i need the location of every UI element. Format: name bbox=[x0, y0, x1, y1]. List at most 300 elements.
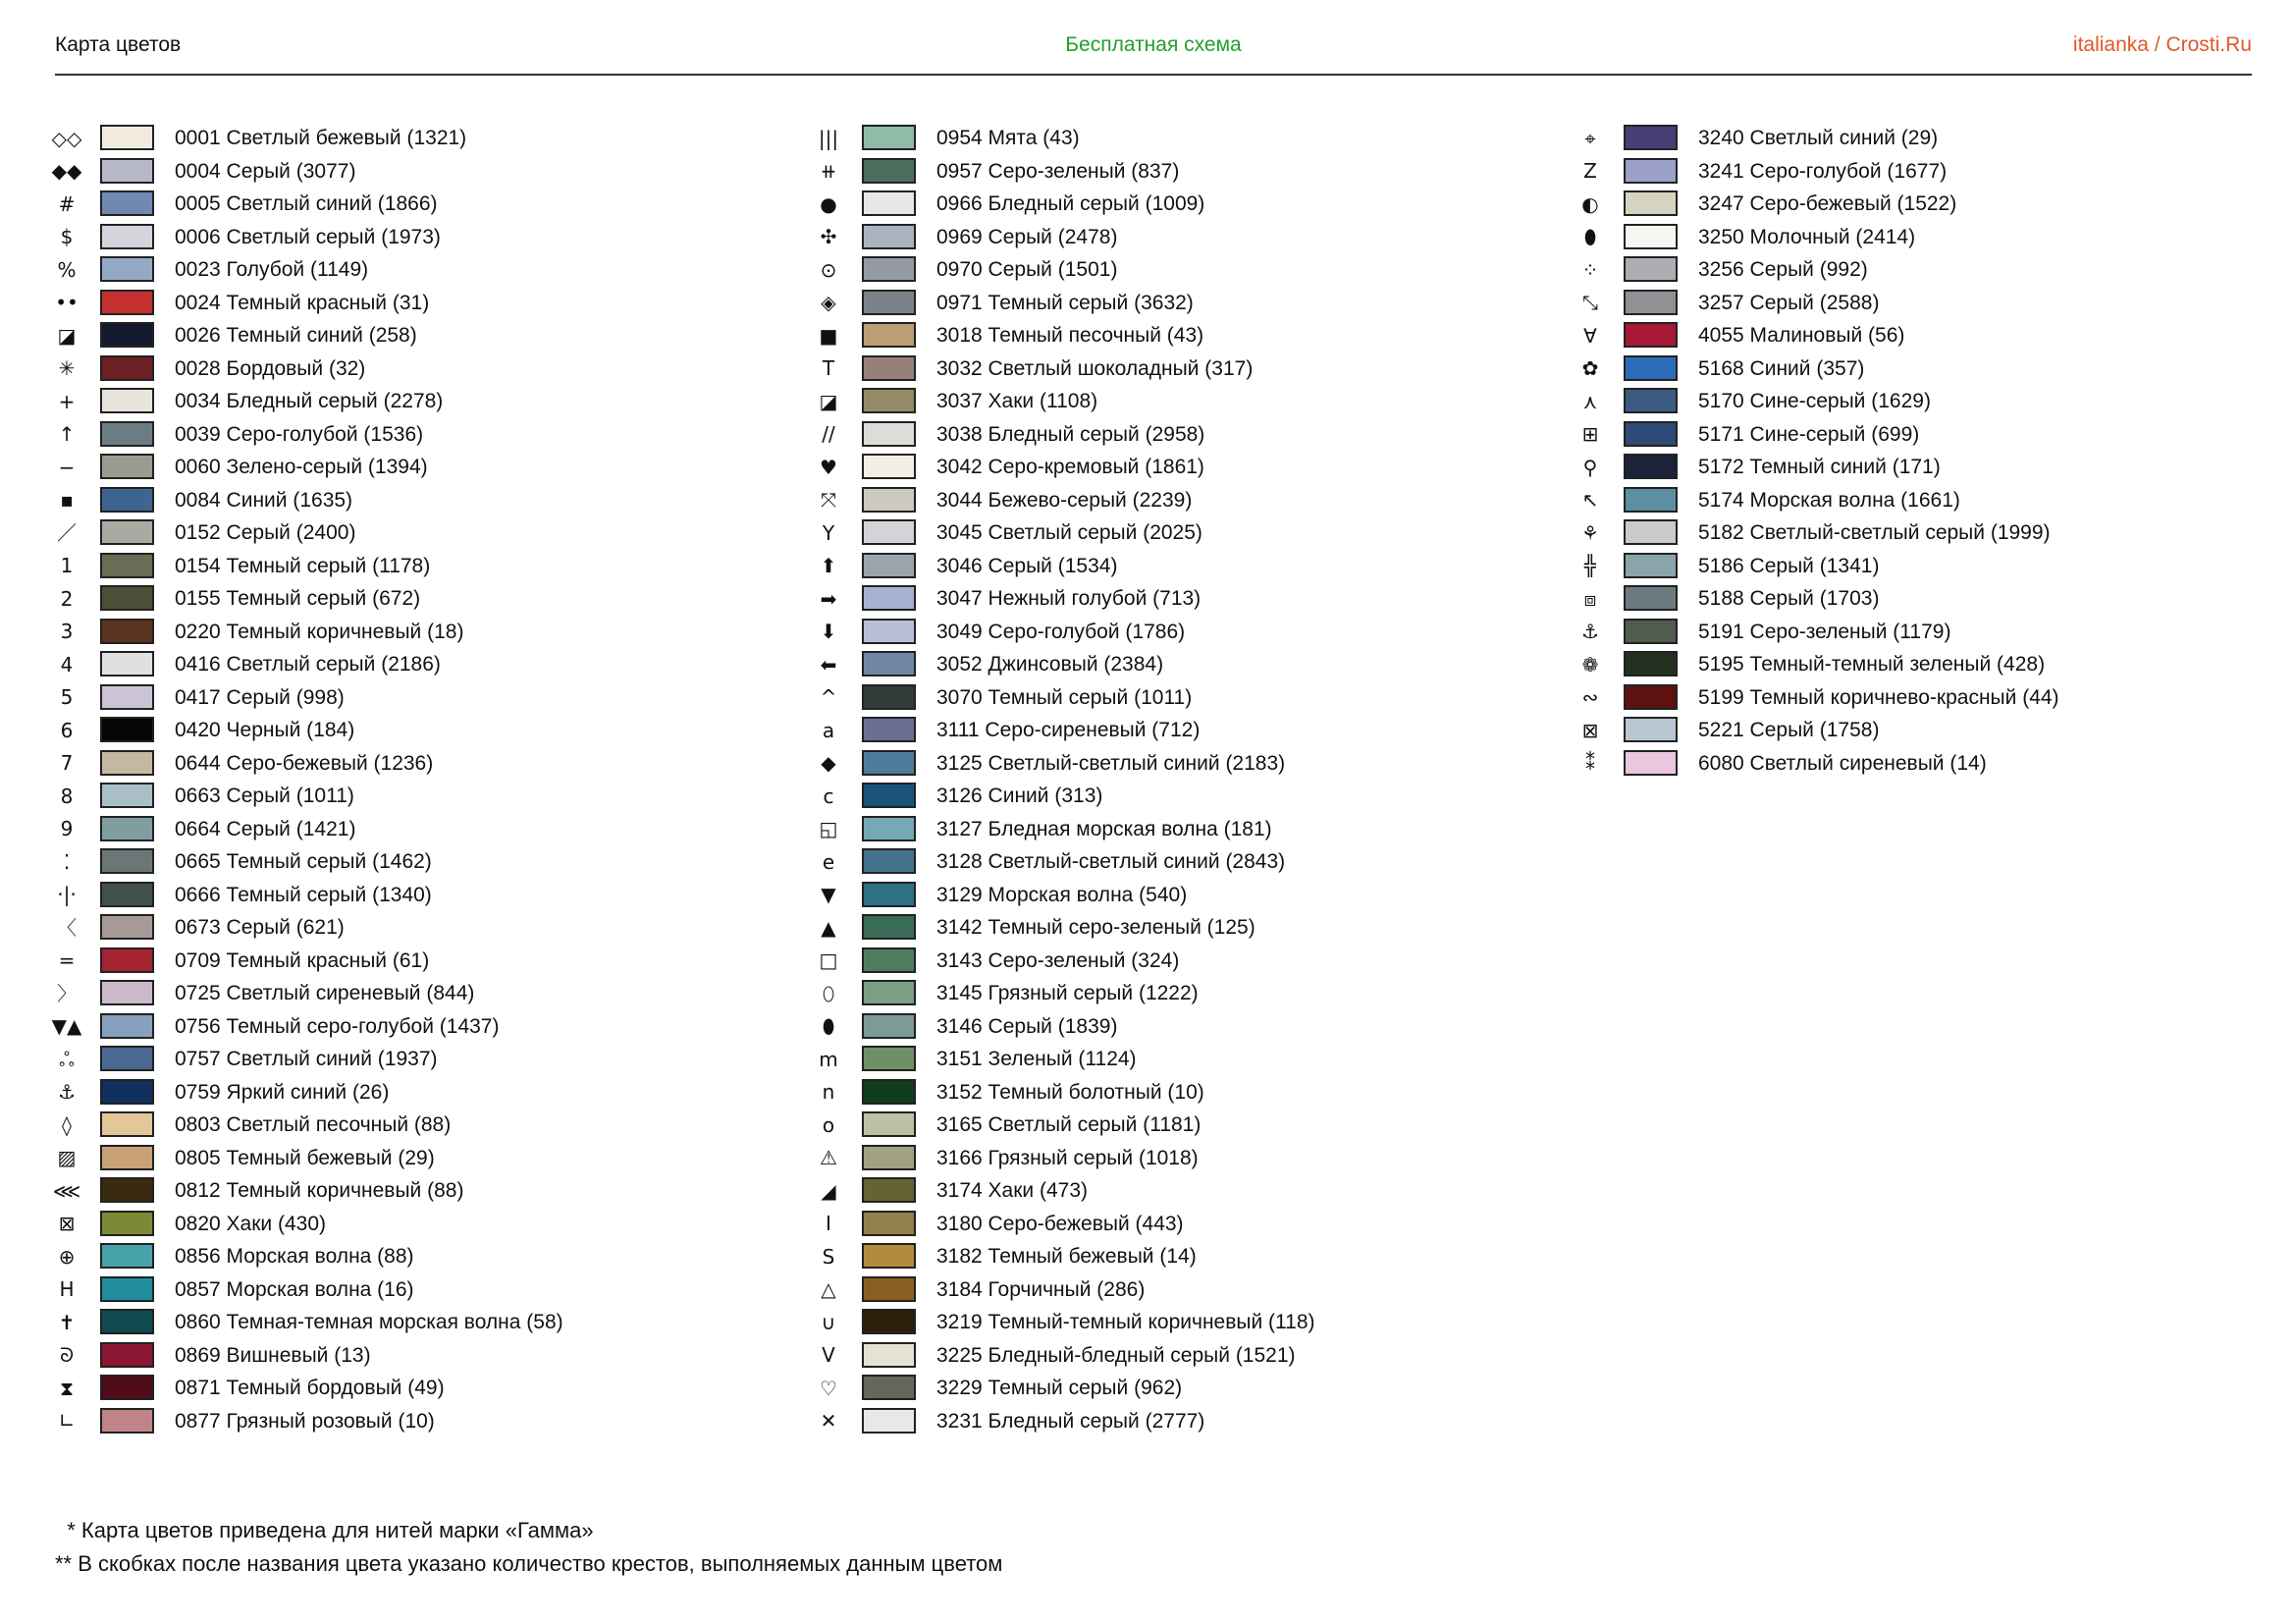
stitch-symbol-icon: = bbox=[58, 948, 76, 973]
color-swatch bbox=[862, 783, 916, 808]
stitch-symbol-icon: 9 bbox=[60, 817, 74, 841]
color-key-row bbox=[817, 122, 1080, 155]
color-swatch bbox=[100, 816, 154, 841]
color-label: 0023 Голубой (1149) bbox=[175, 258, 369, 281]
stitch-symbol-icon: m bbox=[819, 1047, 838, 1071]
color-key-row bbox=[817, 352, 1254, 386]
color-swatch bbox=[1624, 256, 1678, 282]
color-label: 3129 Морская волна (540) bbox=[936, 883, 1188, 906]
color-swatch bbox=[100, 717, 154, 742]
color-label: 3142 Темный серо-зеленый (125) bbox=[936, 916, 1255, 939]
color-label: 5186 Серый (1341) bbox=[1698, 554, 1880, 577]
color-key-row bbox=[817, 1076, 1204, 1109]
color-swatch bbox=[862, 421, 916, 447]
stitch-symbol-icon: ஃ bbox=[59, 1047, 75, 1071]
color-label: 5221 Серый (1758) bbox=[1698, 719, 1880, 741]
stitch-symbol-icon: ⚘ bbox=[1581, 520, 1599, 545]
color-key-row bbox=[55, 1372, 445, 1405]
color-key-row bbox=[55, 221, 441, 254]
color-key-row bbox=[817, 550, 1118, 583]
stitch-symbol-icon: ↖ bbox=[1581, 488, 1599, 513]
color-key-row bbox=[817, 221, 1118, 254]
color-label: 0664 Серый (1421) bbox=[175, 817, 356, 840]
color-key-row bbox=[817, 385, 1098, 418]
color-key-row bbox=[817, 1306, 1315, 1339]
color-swatch bbox=[1624, 125, 1678, 150]
color-key-row bbox=[817, 648, 1164, 681]
color-label: 0857 Морская волна (16) bbox=[175, 1277, 414, 1301]
color-swatch bbox=[100, 1342, 154, 1368]
stitch-symbol-icon: ↑ bbox=[58, 422, 76, 447]
stitch-symbol-icon: ▪ bbox=[60, 488, 74, 513]
color-label: 0220 Темный коричневый (18) bbox=[175, 620, 464, 643]
color-swatch bbox=[100, 1309, 154, 1334]
color-swatch bbox=[100, 619, 154, 644]
color-label: 3045 Светлый серый (2025) bbox=[936, 521, 1202, 544]
stitch-symbol-icon: ◢ bbox=[821, 1178, 836, 1203]
color-label: 3128 Светлый-светлый синий (2843) bbox=[936, 850, 1286, 873]
color-swatch bbox=[1624, 651, 1678, 676]
color-label: 0666 Темный серый (1340) bbox=[175, 883, 432, 906]
stitch-symbol-icon: ⧗ bbox=[59, 1376, 75, 1400]
color-label: 0154 Темный серый (1178) bbox=[175, 554, 431, 577]
stitch-symbol-icon: ^ bbox=[820, 685, 837, 710]
color-key-row bbox=[1578, 648, 2046, 681]
color-swatch bbox=[862, 980, 916, 1005]
color-swatch bbox=[100, 125, 154, 150]
color-key-row bbox=[1578, 747, 1987, 781]
color-swatch bbox=[862, 585, 916, 611]
color-key-row bbox=[52, 1174, 464, 1208]
color-label: 0812 Темный коричневый (88) bbox=[175, 1179, 464, 1202]
color-label: 3247 Серо-бежевый (1522) bbox=[1698, 192, 1957, 215]
color-key-row bbox=[817, 714, 1201, 747]
color-swatch bbox=[100, 158, 154, 184]
color-swatch bbox=[862, 684, 916, 710]
color-swatch bbox=[862, 947, 916, 973]
stitch-symbol-icon: 2 bbox=[60, 586, 74, 611]
stitch-symbol-icon: S bbox=[822, 1244, 835, 1269]
color-key-row bbox=[817, 1043, 1137, 1076]
stitch-symbol-icon: ⋏ bbox=[1582, 389, 1598, 413]
color-swatch bbox=[100, 322, 154, 348]
color-key-row bbox=[1578, 714, 1880, 747]
color-key-row bbox=[55, 516, 356, 550]
color-swatch bbox=[100, 684, 154, 710]
stitch-symbol-icon: ∾ bbox=[1581, 685, 1599, 710]
stitch-symbol-icon: 3 bbox=[60, 620, 74, 644]
stitch-symbol-icon: ◇◇ bbox=[51, 126, 82, 150]
color-label: 3174 Хаки (473) bbox=[936, 1179, 1089, 1202]
stitch-symbol-icon: ⧈ bbox=[1583, 586, 1597, 611]
color-label: 4055 Малиновый (56) bbox=[1698, 324, 1905, 347]
stitch-symbol-icon: // bbox=[822, 422, 835, 447]
stitch-symbol-icon: ⊠ bbox=[1581, 718, 1599, 742]
color-label: 5171 Сине-серый (699) bbox=[1698, 422, 1920, 446]
stitch-symbol-icon: 8 bbox=[60, 784, 74, 808]
color-swatch bbox=[100, 1375, 154, 1400]
color-label: 5182 Светлый-светлый серый (1999) bbox=[1698, 521, 2051, 544]
stitch-symbol-icon: ⌖ bbox=[1584, 126, 1596, 150]
color-label: 5188 Серый (1703) bbox=[1698, 587, 1880, 610]
color-label: 0024 Темный красный (31) bbox=[175, 291, 430, 314]
footnotes bbox=[55, 1514, 1002, 1581]
stitch-symbol-icon: 1 bbox=[60, 554, 74, 578]
color-swatch bbox=[1624, 290, 1678, 315]
color-key-row bbox=[55, 813, 356, 846]
color-swatch bbox=[862, 1276, 916, 1302]
color-swatch bbox=[862, 914, 916, 940]
color-key-row bbox=[55, 1240, 414, 1273]
color-swatch bbox=[100, 290, 154, 315]
color-swatch bbox=[862, 1408, 916, 1434]
color-label: 5172 Темный синий (171) bbox=[1698, 456, 1941, 478]
color-swatch bbox=[862, 848, 916, 874]
color-label: 3038 Бледный серый (2958) bbox=[936, 422, 1205, 446]
color-swatch bbox=[862, 1013, 916, 1039]
color-label: 0152 Серый (2400) bbox=[175, 521, 356, 544]
color-label: 0644 Серо-бежевый (1236) bbox=[175, 751, 434, 775]
stitch-symbol-icon: ⚲ bbox=[1582, 455, 1598, 479]
stitch-symbol-icon: ▲ bbox=[821, 915, 836, 940]
stitch-symbol-icon: ▼ bbox=[821, 883, 836, 907]
color-key-row bbox=[51, 122, 467, 155]
color-label: 3042 Серо-кремовый (1861) bbox=[936, 456, 1204, 478]
color-label: 3182 Темный бежевый (14) bbox=[936, 1245, 1197, 1268]
color-label: 0957 Серо-зеленый (837) bbox=[936, 159, 1180, 183]
color-key-row bbox=[817, 484, 1193, 517]
color-swatch bbox=[100, 585, 154, 611]
color-label: 3180 Серо-бежевый (443) bbox=[936, 1212, 1184, 1235]
color-key-row bbox=[55, 1273, 414, 1307]
color-swatch bbox=[1624, 717, 1678, 742]
stitch-symbol-icon: V bbox=[822, 1343, 835, 1368]
stitch-symbol-icon: o bbox=[822, 1112, 835, 1137]
header-author-link[interactable]: italianka / Crosti.Ru bbox=[2072, 33, 2252, 56]
color-key-row bbox=[55, 484, 353, 517]
stitch-symbol-icon: ⁘ bbox=[1581, 257, 1599, 282]
stitch-symbol-icon: ◐ bbox=[1581, 191, 1599, 216]
color-key-row bbox=[55, 1339, 371, 1373]
color-swatch bbox=[862, 190, 916, 216]
color-swatch bbox=[100, 1177, 154, 1203]
stitch-symbol-icon: ⬯ bbox=[822, 981, 835, 1005]
stitch-symbol-icon: ∪ bbox=[821, 1310, 836, 1334]
color-key-row bbox=[817, 516, 1202, 550]
color-key-row bbox=[817, 155, 1180, 189]
color-label: 0416 Светлый серый (2186) bbox=[175, 653, 441, 676]
stitch-symbol-icon: 5 bbox=[60, 685, 74, 710]
color-label: 3145 Грязный серый (1222) bbox=[936, 982, 1199, 1004]
color-label: 3047 Нежный голубой (713) bbox=[936, 587, 1201, 610]
stitch-symbol-icon: T bbox=[822, 356, 835, 381]
stitch-symbol-icon: % bbox=[57, 257, 77, 282]
color-swatch bbox=[862, 322, 916, 348]
stitch-symbol-icon: ▨ bbox=[57, 1146, 77, 1170]
color-key-row bbox=[1578, 155, 1948, 189]
color-swatch bbox=[862, 519, 916, 545]
color-label: 6080 Светлый сиреневый (14) bbox=[1698, 751, 1987, 775]
stitch-symbol-icon: H bbox=[59, 1277, 75, 1302]
color-label: 0725 Светлый сиреневый (844) bbox=[175, 982, 475, 1004]
color-key-row bbox=[1578, 287, 1880, 320]
color-key-row bbox=[55, 681, 345, 715]
stitch-symbol-icon: Y bbox=[822, 520, 835, 545]
color-label: 0417 Серый (998) bbox=[175, 685, 345, 709]
color-key-row bbox=[55, 945, 430, 978]
color-swatch bbox=[100, 1079, 154, 1105]
color-key-row bbox=[55, 780, 354, 813]
color-label: 0155 Темный серый (672) bbox=[175, 587, 421, 610]
color-swatch bbox=[1624, 684, 1678, 710]
color-key-row bbox=[55, 319, 417, 352]
color-swatch bbox=[1624, 519, 1678, 545]
color-key-row bbox=[55, 451, 428, 484]
color-swatch bbox=[100, 1243, 154, 1269]
stitch-symbol-icon: ◆◆ bbox=[51, 159, 82, 184]
color-label: 0026 Темный синий (258) bbox=[175, 324, 417, 347]
color-swatch bbox=[862, 619, 916, 644]
color-label: 3070 Темный серый (1011) bbox=[936, 685, 1193, 709]
color-key-row bbox=[1578, 582, 1880, 616]
color-key-row bbox=[1578, 550, 1880, 583]
color-swatch bbox=[1624, 190, 1678, 216]
color-swatch bbox=[862, 487, 916, 513]
color-key-row bbox=[55, 977, 475, 1010]
color-swatch bbox=[862, 1243, 916, 1269]
color-key-row bbox=[55, 287, 430, 320]
color-label: 0877 Грязный розовый (10) bbox=[175, 1409, 435, 1433]
color-label: 0039 Серо-голубой (1536) bbox=[175, 422, 424, 446]
color-swatch bbox=[1624, 388, 1678, 413]
stitch-symbol-icon: n bbox=[822, 1080, 835, 1105]
color-label: 3032 Светлый шоколадный (317) bbox=[936, 356, 1254, 380]
color-swatch bbox=[100, 651, 154, 676]
stitch-symbol-icon: ⤡ bbox=[1582, 291, 1598, 315]
color-label: 0759 Яркий синий (26) bbox=[175, 1080, 390, 1104]
color-key-row bbox=[817, 253, 1118, 287]
color-label: 3165 Светлый серый (1181) bbox=[936, 1113, 1201, 1136]
color-key-row bbox=[1578, 385, 1931, 418]
color-key-row bbox=[817, 287, 1194, 320]
color-swatch bbox=[862, 1342, 916, 1368]
color-key-row bbox=[817, 813, 1272, 846]
stitch-symbol-icon: 4 bbox=[60, 652, 74, 676]
color-key-row bbox=[55, 616, 464, 649]
color-label: 3166 Грязный серый (1018) bbox=[936, 1146, 1199, 1169]
stitch-symbol-icon: ⁑ bbox=[1585, 751, 1595, 776]
color-key-row bbox=[1578, 484, 1960, 517]
color-label: 0034 Бледный серый (2278) bbox=[175, 390, 444, 412]
header-free-scheme: Бесплатная схема bbox=[1065, 33, 1242, 56]
color-swatch bbox=[862, 158, 916, 184]
color-swatch bbox=[1624, 553, 1678, 578]
color-label: 3231 Бледный серый (2777) bbox=[936, 1409, 1205, 1433]
color-swatch bbox=[100, 848, 154, 874]
color-label: 0663 Серый (1011) bbox=[175, 784, 354, 807]
color-key-row bbox=[817, 1109, 1201, 1142]
color-swatch bbox=[862, 1145, 916, 1170]
stitch-symbol-icon: ||| bbox=[818, 126, 839, 150]
stitch-symbol-icon: a bbox=[822, 718, 835, 742]
color-swatch bbox=[862, 290, 916, 315]
color-key-row bbox=[55, 1142, 435, 1175]
color-key-row bbox=[55, 1076, 390, 1109]
color-key-row bbox=[817, 879, 1188, 912]
stitch-symbol-icon: I bbox=[826, 1212, 831, 1236]
stitch-symbol-icon: ▼▲ bbox=[51, 1014, 82, 1039]
stitch-symbol-icon: ⊞ bbox=[1581, 422, 1599, 447]
color-swatch bbox=[1624, 224, 1678, 249]
color-label: 0954 Мята (43) bbox=[936, 127, 1080, 149]
color-key-row bbox=[817, 188, 1205, 221]
color-swatch bbox=[100, 947, 154, 973]
color-label: 0004 Серый (3077) bbox=[175, 159, 356, 183]
color-key-row bbox=[55, 714, 355, 747]
color-key-row bbox=[55, 418, 424, 452]
color-swatch bbox=[862, 454, 916, 479]
color-swatch bbox=[1624, 355, 1678, 381]
color-label: 0971 Темный серый (3632) bbox=[936, 291, 1194, 314]
color-key-row bbox=[1578, 188, 1957, 221]
color-key-row bbox=[1578, 616, 1951, 649]
color-swatch bbox=[862, 651, 916, 676]
color-key-row bbox=[817, 780, 1103, 813]
stitch-symbol-icon: 7 bbox=[60, 751, 74, 776]
color-label: 3044 Бежево-серый (2239) bbox=[936, 488, 1193, 512]
page-header bbox=[55, 29, 2252, 76]
color-key-row bbox=[1578, 418, 1920, 452]
color-swatch bbox=[100, 355, 154, 381]
stitch-symbol-icon: + bbox=[58, 389, 76, 413]
stitch-symbol-icon: ♥ bbox=[820, 455, 837, 479]
stitch-symbol-icon: ⚠ bbox=[820, 1146, 837, 1170]
color-label: 3037 Хаки (1108) bbox=[936, 390, 1098, 412]
header-title: Карта цветов bbox=[55, 33, 182, 56]
color-label: 3052 Джинсовый (2384) bbox=[936, 653, 1164, 676]
color-key-row bbox=[55, 385, 444, 418]
color-swatch bbox=[100, 783, 154, 808]
color-column-3 bbox=[1578, 122, 2059, 780]
stitch-symbol-icon: ◊ bbox=[62, 1112, 72, 1137]
stitch-symbol-icon: ⬅ bbox=[820, 652, 837, 676]
color-label: 0757 Светлый синий (1937) bbox=[175, 1048, 438, 1070]
stitch-symbol-icon: ◪ bbox=[819, 389, 838, 413]
color-key-row bbox=[55, 879, 432, 912]
color-label: 0856 Морская волна (88) bbox=[175, 1245, 414, 1268]
stitch-symbol-icon: ⤧ bbox=[821, 488, 836, 513]
color-swatch bbox=[100, 1211, 154, 1236]
color-label: 5195 Темный-темный зеленый (428) bbox=[1698, 653, 2046, 676]
color-label: 0970 Серый (1501) bbox=[936, 258, 1118, 281]
color-swatch bbox=[100, 224, 154, 249]
color-label: 3049 Серо-голубой (1786) bbox=[936, 620, 1186, 643]
color-label: 0871 Темный бордовый (49) bbox=[175, 1377, 445, 1399]
color-label: 0756 Темный серо-голубой (1437) bbox=[175, 1014, 500, 1038]
color-swatch bbox=[862, 224, 916, 249]
color-swatch bbox=[100, 487, 154, 513]
color-swatch bbox=[100, 190, 154, 216]
color-swatch bbox=[862, 1211, 916, 1236]
color-swatch bbox=[100, 1276, 154, 1302]
stitch-symbol-icon: ♡ bbox=[820, 1376, 837, 1400]
stitch-symbol-icon: ·|· bbox=[57, 883, 77, 907]
color-key-row bbox=[817, 319, 1204, 352]
stitch-symbol-icon: □ bbox=[819, 948, 838, 973]
color-label: 3184 Горчичный (286) bbox=[936, 1277, 1146, 1301]
color-swatch bbox=[1624, 487, 1678, 513]
color-label: 3250 Молочный (2414) bbox=[1698, 225, 1916, 248]
color-key-row bbox=[55, 352, 366, 386]
color-label: 3219 Темный-темный коричневый (118) bbox=[936, 1311, 1315, 1333]
color-key-row bbox=[55, 1109, 452, 1142]
stitch-symbol-icon: 6 bbox=[60, 718, 74, 742]
stitch-symbol-icon: ⚓ bbox=[1581, 620, 1599, 644]
stitch-symbol-icon: ⬆ bbox=[820, 554, 837, 578]
stitch-symbol-icon: ⬮ bbox=[822, 1014, 835, 1039]
color-label: 3240 Светлый синий (29) bbox=[1698, 127, 1939, 149]
stitch-symbol-icon: ／ bbox=[57, 520, 77, 545]
color-swatch bbox=[100, 1408, 154, 1434]
color-key-row bbox=[817, 418, 1205, 452]
color-label: 0803 Светлый песочный (88) bbox=[175, 1113, 452, 1136]
color-label: 3018 Темный песочный (43) bbox=[936, 324, 1204, 347]
stitch-symbol-icon: ◱ bbox=[819, 817, 838, 841]
color-key-row bbox=[51, 1010, 500, 1044]
stitch-symbol-icon: ⚓ bbox=[58, 1080, 76, 1105]
stitch-symbol-icon: ✕ bbox=[820, 1409, 837, 1434]
color-swatch bbox=[862, 1375, 916, 1400]
stitch-symbol-icon: Z bbox=[1583, 159, 1597, 184]
color-key-row bbox=[55, 1306, 563, 1339]
stitch-symbol-icon: c bbox=[823, 784, 834, 808]
color-swatch bbox=[862, 1309, 916, 1334]
color-label: 0060 Зелено-серый (1394) bbox=[175, 456, 428, 478]
stitch-symbol-icon: •• bbox=[55, 291, 79, 315]
color-label: 5191 Серо-зеленый (1179) bbox=[1698, 620, 1951, 643]
color-key-row bbox=[817, 1142, 1199, 1175]
color-key-row bbox=[817, 1010, 1118, 1044]
color-swatch bbox=[100, 454, 154, 479]
footnote-2: ** В скобках после названия цвета указано количество крестов, выполняемых данным цветом bbox=[55, 1551, 1003, 1576]
color-key-row bbox=[51, 155, 356, 189]
color-swatch bbox=[862, 1177, 916, 1203]
color-label: 0005 Светлый синий (1866) bbox=[175, 192, 438, 215]
color-label: 5199 Темный коричнево-красный (44) bbox=[1698, 685, 2059, 709]
color-column-2 bbox=[817, 122, 1315, 1437]
color-key-row bbox=[1578, 319, 1905, 352]
color-label: 3152 Темный болотный (10) bbox=[936, 1080, 1204, 1104]
stitch-symbol-icon: ⋘ bbox=[52, 1178, 81, 1203]
stitch-symbol-icon: − bbox=[58, 455, 76, 479]
color-label: 0820 Хаки (430) bbox=[175, 1212, 327, 1235]
color-key-row bbox=[817, 845, 1286, 879]
color-swatch bbox=[862, 1079, 916, 1105]
color-label: 5170 Сине-серый (1629) bbox=[1698, 390, 1931, 412]
color-swatch bbox=[862, 1111, 916, 1137]
color-swatch bbox=[100, 980, 154, 1005]
color-label: 3229 Темный серый (962) bbox=[936, 1377, 1183, 1399]
color-label: 0028 Бордовый (32) bbox=[175, 356, 366, 380]
color-key-row bbox=[817, 1174, 1089, 1208]
stitch-symbol-icon: ⁚ bbox=[63, 849, 71, 874]
stitch-symbol-icon: ∟ bbox=[58, 1409, 76, 1434]
color-key-row bbox=[817, 1273, 1146, 1307]
color-swatch bbox=[100, 882, 154, 907]
color-label: 0001 Светлый бежевый (1321) bbox=[175, 127, 467, 149]
stitch-symbol-icon: $ bbox=[60, 225, 74, 249]
stitch-symbol-icon: ● bbox=[820, 191, 837, 216]
